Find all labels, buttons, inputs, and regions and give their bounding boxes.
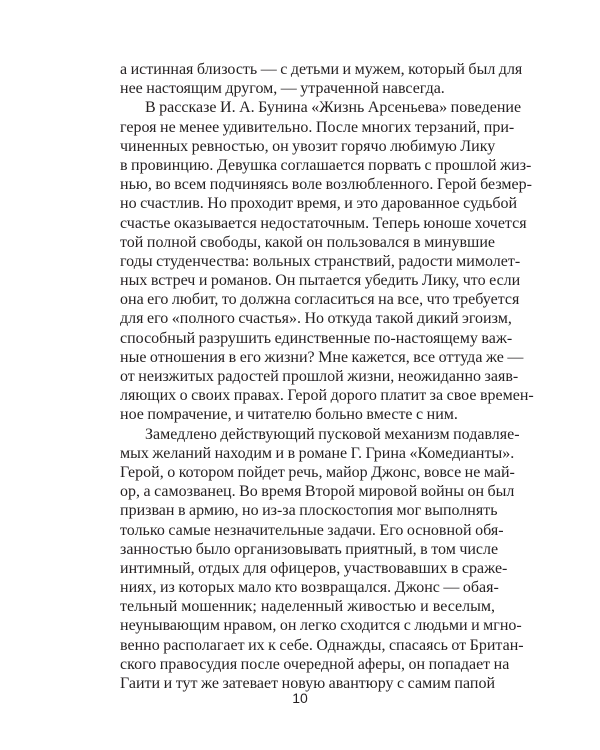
text-line: счастье оказывается недостаточным. Теперь юноше хочется [120,214,527,232]
text-line: только самые незначительные задачи. Его основной обя- [120,521,504,539]
text-line: ных встреч и романов. Он пытается убедить Лику, что если [120,272,521,290]
text-line: Герой, о котором пойдет речь, майор Джонс, вовсе не май- [120,463,515,481]
text-line: а истинная близость — с детьми и мужем, который был для [120,61,523,78]
text-line: Замедлено действующий пусковой механизм подавляе- [145,425,520,443]
text-line: Гаити и тут же затевает новую авантюру с самим папой [120,675,495,692]
text-line: занностью было организовывать приятный, в том числе [120,540,499,558]
text-line: венно располагает их к себе. Однажды, спасаясь от Британ- [120,636,524,654]
text-line: годы студенчества: вольных странствий, радости мимолет- [120,252,521,270]
text-line: ор, а самозванец. Во время Второй мировой войны он был [120,483,515,501]
text-line: но счастлив. Но проходит время, и это дарованное судьбой [120,195,518,213]
text-line: ное помрачение, и читателю больно вместе с ним. [120,406,458,424]
text-line: нью, во всем подчиняясь воле возлюбленного. Герой безмер- [120,176,532,194]
text-line: ные отношения в его жизни? Мне кажется, все оттуда же — [120,348,524,366]
text-line: ниях, из которых мало кто возвращался. Джонс — обая- [120,579,499,597]
text-line: ского правосудия после очередной аферы, он попадает на [120,655,510,673]
text-line: тельный мошенник; наделенный живостью и веселым, [120,598,495,616]
text-line: неунывающим нравом, он легко сходится с людьми и мгно- [120,617,522,635]
text-line: нее настоящим другом, — утраченной навсегда. [120,80,445,98]
text-line: интимный, отдых для офицеров, участвовавших в сраже- [120,559,508,577]
text-line: ляющих о своих правах. Герой дорого платит за свое времен- [120,387,534,405]
text-line: от неизжитых радостей прошлой жизни, неожиданно заяв- [120,368,519,385]
text-line: чиненных ревностью, он увозит горячо любимую Лику [120,137,496,155]
text-line: она его любит, то должна согласиться на все, что требуется [120,291,520,309]
text-line: в провинцию. Девушка соглашается порвать с прошлой жиз- [120,156,532,174]
text-line: призван в армию, но из-за плоскостопия мог выполнять [120,502,498,520]
text-line: той полной свободы, какой он пользовался в минувшие [120,233,495,251]
text-line: В рассказе И. А. Бунина «Жизнь Арсеньева» поведение [145,99,522,117]
text-line: героя не менее удивительно. После многих терзаний, при- [120,118,515,136]
text-line: способный разрушить единственные по-настоящему важ- [120,329,513,347]
body-text [120,60,534,693]
text-line: для его «полного счастья». Но откуда такой дикий эгоизм, [120,310,512,328]
text-line: мых желаний находим и в романе Г. Грина «Комедианты». [120,444,515,462]
page-number: 10 [292,690,308,706]
